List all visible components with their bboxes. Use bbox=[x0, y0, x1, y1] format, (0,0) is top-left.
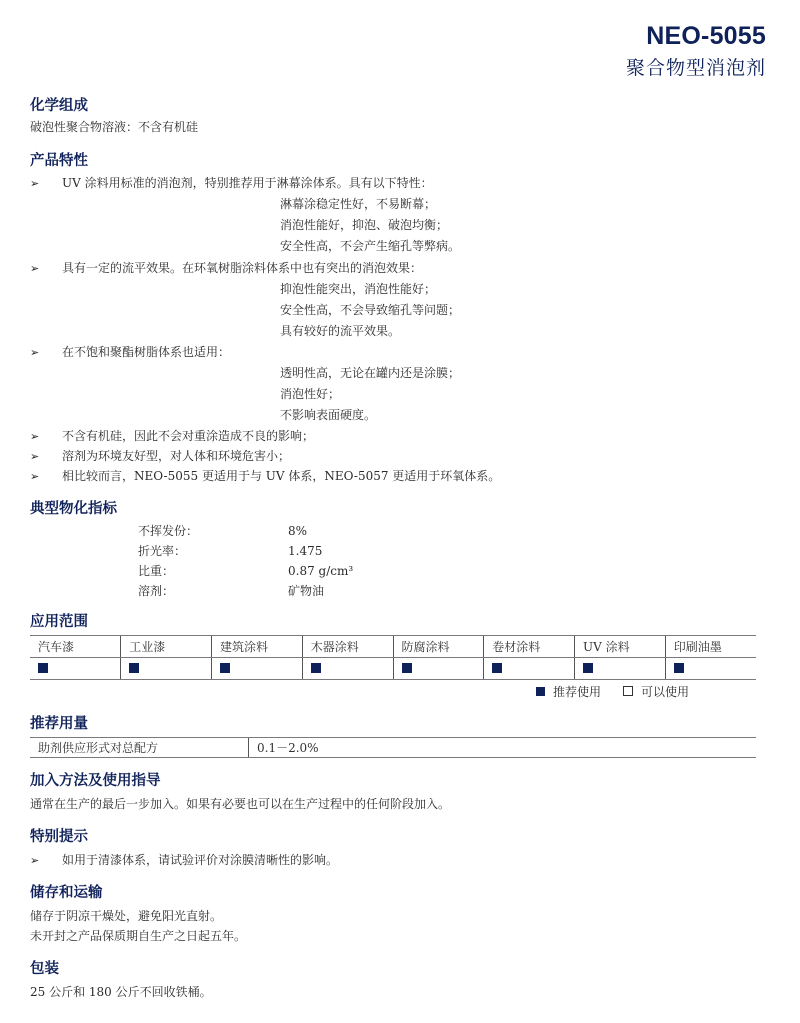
recommended-square-icon bbox=[536, 687, 545, 696]
feature-item: ➢ 相比较而言，NEO-5055 更适用于与 UV 体系，NEO-5057 更适用于环氧体系。 bbox=[30, 466, 500, 487]
arrow-bullet-icon: ➢ bbox=[30, 262, 40, 275]
section-title-storage: 储存和运输 bbox=[30, 885, 103, 901]
recommended-square-icon bbox=[220, 663, 230, 673]
property-label: 不挥发份： bbox=[138, 524, 199, 538]
arrow-bullet-icon: ➢ bbox=[30, 450, 40, 463]
arrow-bullet-icon: ➢ bbox=[30, 177, 40, 190]
table-row bbox=[30, 738, 756, 758]
note-item: ➢ 如用于清漆体系，请试验评价对涂膜清晰性的影响。 bbox=[30, 850, 338, 871]
property-value: 8% bbox=[288, 524, 308, 538]
arrow-bullet-icon: ➢ bbox=[30, 854, 40, 867]
storage-line: 未开封之产品保质期自生产之日起五年。 bbox=[30, 929, 247, 943]
application-column-header: 印刷油墨 bbox=[665, 636, 756, 658]
recommended-square-icon bbox=[38, 663, 48, 673]
arrow-bullet-icon: ➢ bbox=[30, 346, 40, 359]
feature-subitem: 消泡性好； bbox=[280, 387, 341, 401]
property-value: 1.475 bbox=[288, 544, 323, 558]
feature-subitem: 不影响表面硬度。 bbox=[280, 408, 377, 422]
section-title-composition: 化学组成 bbox=[30, 98, 88, 114]
feature-subitem: 具有较好的流平效果。 bbox=[280, 324, 401, 338]
feature-subitem: 透明性高，无论在罐内还是涂膜； bbox=[280, 366, 461, 380]
storage-line: 储存于阴凉干燥处，避免阳光直射。 bbox=[30, 909, 223, 923]
application-column-header: 工业漆 bbox=[121, 636, 212, 658]
feature-item: ➢ 溶剂为环境友好型，对人体和环境危害小； bbox=[30, 446, 290, 467]
recommended-square-icon bbox=[674, 663, 684, 673]
application-column-header: 汽车漆 bbox=[30, 636, 121, 658]
application-column-header: 建筑涂料 bbox=[212, 636, 303, 658]
table-row bbox=[30, 658, 756, 680]
packaging-text: 25 公斤和 180 公斤不回收铁桶。 bbox=[30, 985, 212, 999]
application-column-header: 防腐涂料 bbox=[393, 636, 484, 658]
section-title-applications: 应用范围 bbox=[30, 614, 88, 630]
recommended-square-icon bbox=[492, 663, 502, 673]
usable-square-icon bbox=[623, 686, 633, 696]
property-value: 矿物油 bbox=[288, 584, 325, 598]
usage-text: 通常在生产的最后一步加入。如果有必要也可以在生产过程中的任何阶段加入。 bbox=[30, 797, 451, 811]
section-title-dosage: 推荐用量 bbox=[30, 716, 88, 732]
applications-legend bbox=[536, 682, 689, 702]
recommended-square-icon bbox=[583, 663, 593, 673]
section-title-notes: 特别提示 bbox=[30, 829, 88, 845]
feature-subitem: 安全性高，不会导致缩孔等问题； bbox=[280, 303, 461, 317]
application-column-header: 木器涂料 bbox=[302, 636, 393, 658]
arrow-bullet-icon: ➢ bbox=[30, 430, 40, 443]
feature-item: ➢ UV 涂料用标准的消泡剂，特别推荐用于淋幕涂体系。具有以下特性： bbox=[30, 173, 433, 194]
application-column-header: UV 涂料 bbox=[575, 636, 666, 658]
section-title-properties: 典型物化指标 bbox=[30, 501, 117, 517]
document-header bbox=[626, 22, 766, 83]
applications-table bbox=[30, 635, 756, 680]
legend-recommended-label: 推荐使用 bbox=[553, 685, 602, 699]
feature-item: ➢ 不含有机硅，因此不会对重涂造成不良的影响； bbox=[30, 426, 314, 447]
property-label: 折光率： bbox=[138, 544, 187, 558]
recommended-square-icon bbox=[402, 663, 412, 673]
property-label: 溶剂： bbox=[138, 584, 175, 598]
feature-subitem: 安全性高，不会产生缩孔等弊病。 bbox=[280, 239, 461, 253]
property-value: 0.87 g/cm³ bbox=[288, 564, 354, 578]
product-code: NEO-5055 bbox=[646, 22, 766, 50]
section-title-packaging: 包装 bbox=[30, 961, 59, 977]
legend-usable-label: 可以使用 bbox=[641, 685, 690, 699]
application-column-header: 卷材涂料 bbox=[484, 636, 575, 658]
recommended-square-icon bbox=[311, 663, 321, 673]
product-name: 聚合物型消泡剂 bbox=[625, 57, 766, 79]
dosage-label: 助剂供应形式对总配方 bbox=[30, 738, 249, 758]
recommended-square-icon bbox=[129, 663, 139, 673]
composition-text: 破泡性聚合物溶液：不含有机硅 bbox=[30, 120, 199, 134]
feature-subitem: 淋幕涂稳定性好，不易断幕； bbox=[280, 197, 437, 211]
property-label: 比重： bbox=[138, 564, 175, 578]
dosage-table bbox=[30, 737, 756, 758]
feature-item: ➢ 具有一定的流平效果。在环氧树脂涂料体系中也有突出的消泡效果： bbox=[30, 258, 422, 279]
section-title-features: 产品特性 bbox=[30, 153, 88, 169]
table-header-row bbox=[30, 636, 756, 658]
feature-subitem: 抑泡性能突出，消泡性能好； bbox=[280, 282, 437, 296]
feature-subitem: 消泡性能好，抑泡、破泡均衡； bbox=[280, 218, 449, 232]
feature-item: ➢ 在不饱和聚酯树脂体系也适用： bbox=[30, 342, 230, 363]
arrow-bullet-icon: ➢ bbox=[30, 470, 40, 483]
dosage-value: 0.1－2.0% bbox=[249, 738, 757, 758]
section-title-usage: 加入方法及使用指导 bbox=[30, 773, 161, 789]
